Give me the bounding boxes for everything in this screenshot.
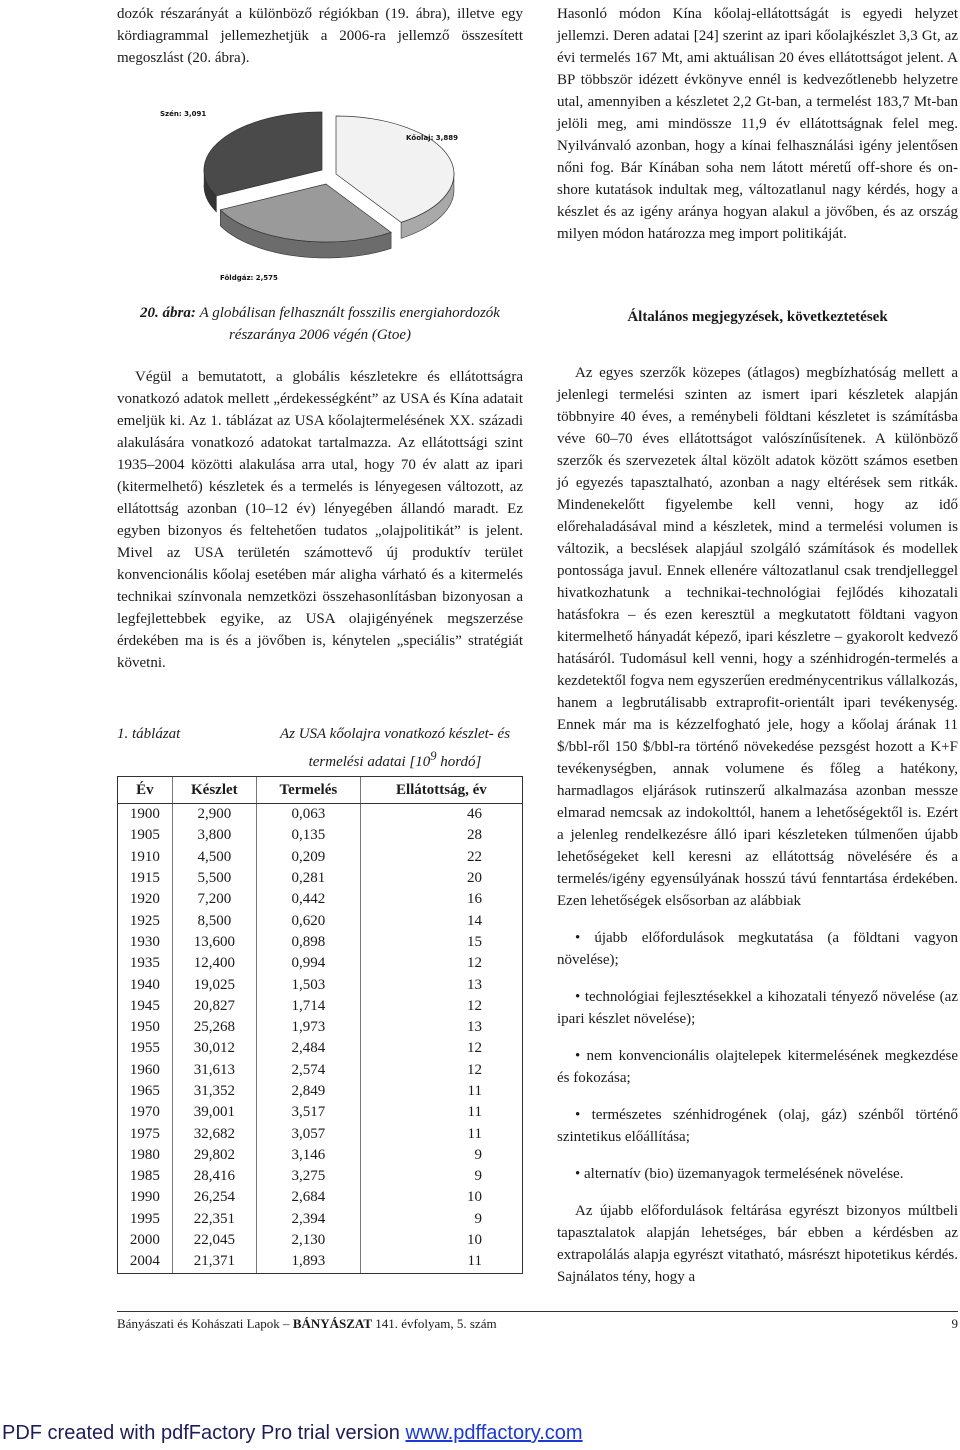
cell-production: 2,130 [256, 1230, 360, 1251]
cell-production: 1,714 [256, 996, 360, 1017]
cell-reserve: 8,500 [172, 910, 256, 931]
cell-production: 2,484 [256, 1038, 360, 1059]
cell-production: 2,394 [256, 1209, 360, 1230]
cell-year: 2000 [118, 1230, 173, 1251]
cell-year: 1940 [118, 974, 173, 995]
pie-slice-label: Kőolaj: 3,889 [406, 134, 458, 142]
cell-reserve: 21,371 [172, 1251, 256, 1273]
section-heading: Általános megjegyzések, következtetések [627, 309, 888, 325]
cell-reserve: 22,045 [172, 1230, 256, 1251]
cell-production: 0,994 [256, 953, 360, 974]
journal-section: BÁNYÁSZAT [292, 1316, 373, 1331]
figure-caption-label: 20. ábra: [140, 305, 196, 321]
cell-supply: 13 [360, 974, 522, 995]
table-row [118, 974, 523, 995]
table-row [118, 932, 523, 953]
cell-year: 1925 [118, 910, 173, 931]
figure-caption [117, 302, 523, 346]
table-row [118, 1230, 523, 1251]
cell-production: 3,057 [256, 1123, 360, 1144]
cell-supply: 12 [360, 1060, 522, 1081]
table-row [118, 1145, 523, 1166]
table-row [118, 825, 523, 846]
cell-production: 1,973 [256, 1017, 360, 1038]
table-row [118, 1081, 523, 1102]
cell-reserve: 25,268 [172, 1017, 256, 1038]
cell-reserve: 28,416 [172, 1166, 256, 1187]
table-row [118, 1209, 523, 1230]
cell-production: 1,893 [256, 1251, 360, 1273]
cell-reserve: 22,351 [172, 1209, 256, 1230]
cell-supply: 11 [360, 1123, 522, 1144]
bullet-item: • újabb előfordulások megkutatása (a földtani vagyon növelése); [557, 927, 958, 971]
cell-supply: 10 [360, 1230, 522, 1251]
cell-supply: 11 [360, 1251, 522, 1273]
cell-supply: 11 [360, 1081, 522, 1102]
table-row [118, 1123, 523, 1144]
table-row [118, 953, 523, 974]
pie-slice-label: Szén: 3,091 [160, 110, 207, 118]
cell-supply: 20 [360, 868, 522, 889]
left-intro-paragraph: dozók részarányát a különböző régiókban (19. ábra), illetve egy kördiagrammal jellemezhetjük a 2006-ra jellemző összesített megoszlást (20. ábra). [117, 6, 523, 66]
cell-production: 0,442 [256, 889, 360, 910]
page-number: 9 [951, 1316, 958, 1331]
cell-reserve: 30,012 [172, 1038, 256, 1059]
cell-supply: 9 [360, 1166, 522, 1187]
cell-reserve: 5,500 [172, 868, 256, 889]
header-year: Év [118, 777, 173, 804]
cell-year: 1920 [118, 889, 173, 910]
bullet-item: • természetes szénhidrogének (olaj, gáz) szénből történő szintetikus előállítása; [557, 1104, 958, 1148]
right-body [557, 347, 958, 1303]
cell-year: 1900 [118, 804, 173, 826]
cell-year: 1995 [118, 1209, 173, 1230]
table-title-sup: 9 [430, 749, 437, 763]
cell-supply: 15 [360, 932, 522, 953]
cell-year: 1930 [118, 932, 173, 953]
pdf-banner [2, 1422, 583, 1445]
cell-supply: 9 [360, 1145, 522, 1166]
cell-reserve: 32,682 [172, 1123, 256, 1144]
pie-slice [204, 112, 322, 196]
cell-year: 1960 [118, 1060, 173, 1081]
table-row [118, 1251, 523, 1273]
cell-reserve: 31,613 [172, 1060, 256, 1081]
page-footer [117, 1311, 958, 1331]
cell-year: 2004 [118, 1251, 173, 1273]
journal-volume: 141. évfolyam, 5. szám [372, 1316, 497, 1331]
cell-reserve: 19,025 [172, 974, 256, 995]
cell-supply: 28 [360, 825, 522, 846]
right-body-paragraph-2: Az újabb előfordulások feltárása egyrészt bizonyos múltbeli tapasztalatok alapján lehetséges, bár ebben a kérdésben az extrapolálás alapja egyrészt vitatható, másrészt hipotetikus kérdés. Sajnálatos tény, hogy a [557, 1203, 958, 1285]
pie-chart-svg [158, 92, 498, 292]
cell-reserve: 13,600 [172, 932, 256, 953]
cell-production: 0,898 [256, 932, 360, 953]
table-label: 1. táblázat [117, 726, 181, 742]
cell-supply: 12 [360, 1038, 522, 1059]
cell-reserve: 26,254 [172, 1187, 256, 1208]
cell-year: 1980 [118, 1145, 173, 1166]
cell-production: 3,517 [256, 1102, 360, 1123]
cell-year: 1915 [118, 868, 173, 889]
pdf-banner-text: PDF created with pdfFactory Pro trial version [2, 1422, 406, 1444]
table-title-text: Az USA kőolajra vonatkozó készlet- és termelési adatai [10 [279, 726, 511, 770]
cell-supply: 16 [360, 889, 522, 910]
cell-production: 2,684 [256, 1187, 360, 1208]
table-row [118, 910, 523, 931]
data-table [117, 776, 523, 1274]
pie-slice-label: Földgáz: 2,575 [220, 274, 278, 282]
cell-reserve: 31,352 [172, 1081, 256, 1102]
table-row [118, 804, 523, 826]
cell-reserve: 3,800 [172, 825, 256, 846]
left-body-paragraph: Végül a bemutatott, a globális készletekre és ellátottságra vonatkozó adatok mellett „érdekességként” az USA és Kína adatait emeljük ki. Az 1. táblázat az USA kőolajtermelésének XX. századi alakulására vonatkozó adatokat tartalmazza. Az ellátottsági szint 1935–2004 közötti alakulása arra utal, hogy 70 év alatt az ipari (kitermelhető) készletek és a termelés is lényegesen változott, az ellátottság azonban (10–12 év) lényegében állandó maradt. Ez egyben bizonyos és feltehetően tudatos „olajpolitikát” is jelent. Mivel az USA területén számottevő új produktív terület konvencionális kőolaj esetében már aligha várható és a kitermelés technikai színvonala nemzetközi összehasonlításban bizonyosan a legfejlettebbek egyike, az USA olajigényének megszerzése érdekében ma is és a jövőben is, kénytelen „speciális” stratégiát követni. [117, 369, 523, 671]
cell-supply: 12 [360, 996, 522, 1017]
cell-supply: 14 [360, 910, 522, 931]
cell-reserve: 7,200 [172, 889, 256, 910]
cell-year: 1985 [118, 1166, 173, 1187]
cell-year: 1910 [118, 847, 173, 868]
header-reserve: Készlet [172, 777, 256, 804]
cell-supply: 10 [360, 1187, 522, 1208]
table-row [118, 868, 523, 889]
cell-production: 1,503 [256, 974, 360, 995]
right-body-paragraph-1: Az egyes szerzők közepes (átlagos) megbízhatóság mellett a jelenlegi termelési szinten az ismert ipari készletek alapján többnyire 40 éves, a reménybeli földtani készletet is számításba véve 60–70 éves ellátottságot valószínűsítenek. A különböző szerzők és szervezetek által közölt adatok között számos esetben jó egyezés tapasztalható, azonban a nagy eltérések sem ritkák. Mindenekelőtt figyelembe kell venni, hogy az idő előrehaladásával mind a készletek, mind a termelési volumen is változik, a becslések alapjául szolgáló számítások és modellek pontossága javul. Ennek ellenére változatlanul csak trendjelleggel hivatkozhatunk a technikai-technológiai fejlődés kihozatali hatásfokra – és ezen keresztül a megkutatott földtani vagyon kitermelhető hányadát képező, ipari készletre – gyakorolt kedvező hatásáról. Tudomásul kell venni, hogy a szénhidrogén-termelés a kezdetektől fogva nem egyszerűen eredménycentrikus vállalkozás, hanem a legbrutálisabb extraprofit-orientált ipari tevékenység. Ennek már ma is kézzelfogható jele, hogy a kőolaj árának 11 $/bbl-ről 150 $/bbl-ra történő növekedése pezsgést hozott a K+F tevékenységben, annak volumene és főleg a hatékony, harmadlagos eljárások rutinszerű alkalmazása azonban messze elmarad nemcsak az indokolttól, hanem a lehetőségektől is. Ezért a jelenleg rendelkezésre álló ipari készleteken túlmenően újabb lehetőségeket kell keresni az ellátottság növelésére és a termelés/igény egyensúlyának hosszú távú fenntartása érdekében. Ezen lehetőségek elsősorban az alábbiak [557, 365, 958, 909]
cell-reserve: 20,827 [172, 996, 256, 1017]
cell-year: 1905 [118, 825, 173, 846]
bullet-item: • alternatív (bio) üzemanyagok termelésének növelése. [557, 1163, 958, 1185]
cell-year: 1950 [118, 1017, 173, 1038]
cell-production: 0,281 [256, 868, 360, 889]
cell-reserve: 4,500 [172, 847, 256, 868]
cell-production: 0,135 [256, 825, 360, 846]
cell-year: 1935 [118, 953, 173, 974]
cell-year: 1990 [118, 1187, 173, 1208]
cell-reserve: 39,001 [172, 1102, 256, 1123]
header-production: Termelés [256, 777, 360, 804]
table-row [118, 1038, 523, 1059]
cell-production: 3,146 [256, 1145, 360, 1166]
table-row [118, 889, 523, 910]
cell-supply: 46 [360, 804, 522, 826]
table-row [118, 1017, 523, 1038]
cell-supply: 22 [360, 847, 522, 868]
cell-year: 1970 [118, 1102, 173, 1123]
cell-reserve: 2,900 [172, 804, 256, 826]
cell-supply: 9 [360, 1209, 522, 1230]
header-supply: Ellátottság, év [360, 777, 522, 804]
table-row [118, 1166, 523, 1187]
right-intro-paragraph: Hasonló módon Kína kőolaj-ellátottságát is egyedi helyzet jellemzi. Deren adatai [24] szerint az ipari kőolajkészlet 3,3 Gt, az évi termelés 167 Mt, ami aktuálisan 20 éves ellátottságot jelent. A BP többször idézett évkönyve ennél is kedvezőtlenebb helyzetre utal, amennyiben a készletet 2,2 Gt-ban, a termelést 183,7 Mt-ban jelöli meg, ami mindössze 11,9 év ellátottságnak felel meg. Nyilvánvaló azonban, hogy a kínai felhasználási igény jelentősen nőni fog. Bár Kínában soha nem látott méretű off-shore és on-shore kutatások indultak meg, változatlanul nagy kérdés, hogy a készlet és az igény aránya hogyan alakul a jövőben, és az ország milyen módon határozza meg import politikáját. [557, 6, 958, 242]
table-row [118, 1102, 523, 1123]
cell-year: 1945 [118, 996, 173, 1017]
cell-year: 1975 [118, 1123, 173, 1144]
table-row [118, 847, 523, 868]
table-row [118, 996, 523, 1017]
table-title [267, 723, 523, 773]
cell-supply: 13 [360, 1017, 522, 1038]
cell-production: 0,620 [256, 910, 360, 931]
table-body [118, 804, 523, 1274]
cell-production: 2,849 [256, 1081, 360, 1102]
table-header-row [118, 777, 523, 804]
table-title-end: hordó] [436, 754, 482, 770]
bullet-item: • technológiai fejlesztésekkel a kihozatali tényező növelése (az ipari készlet növelése); [557, 986, 958, 1030]
cell-supply: 11 [360, 1102, 522, 1123]
bullet-item: • nem konvencionális olajtelepek kitermelésének megkezdése és fokozása; [557, 1045, 958, 1089]
cell-reserve: 29,802 [172, 1145, 256, 1166]
table-row [118, 1187, 523, 1208]
table-row [118, 1060, 523, 1081]
cell-production: 0,063 [256, 804, 360, 826]
cell-production: 0,209 [256, 847, 360, 868]
cell-reserve: 12,400 [172, 953, 256, 974]
pie-chart [158, 92, 498, 292]
cell-supply: 12 [360, 953, 522, 974]
cell-year: 1965 [118, 1081, 173, 1102]
journal-info [117, 1316, 497, 1332]
cell-production: 2,574 [256, 1060, 360, 1081]
journal-name: Bányászati és Kohászati Lapok – [117, 1316, 293, 1331]
cell-production: 3,275 [256, 1166, 360, 1187]
pdf-banner-link[interactable]: www.pdffactory.com [405, 1422, 583, 1444]
cell-year: 1955 [118, 1038, 173, 1059]
figure-caption-text: A globálisan felhasznált fosszilis energiahordozók részaránya 2006 végén (Gtoe) [199, 305, 500, 343]
